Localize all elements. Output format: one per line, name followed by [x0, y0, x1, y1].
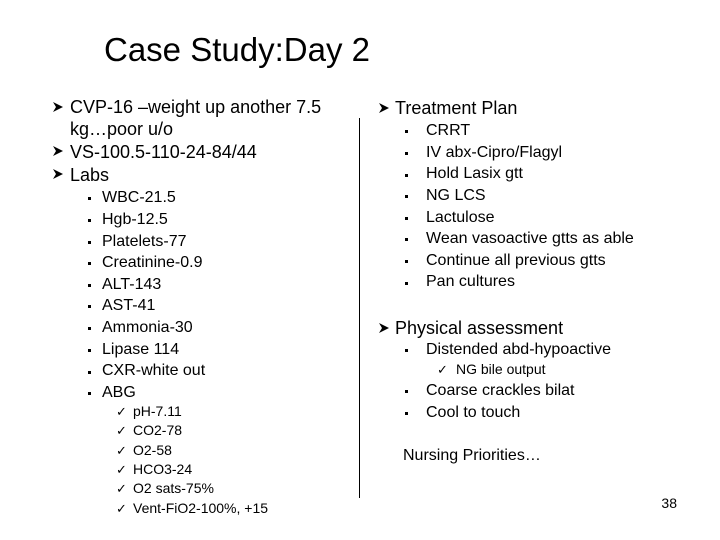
- square-bullet-icon: [88, 262, 91, 265]
- lab-item: Platelets-77: [102, 233, 187, 250]
- square-bullet-icon: [88, 197, 91, 200]
- square-bullet-icon: [405, 130, 408, 133]
- treatment-item: CRRT: [426, 122, 471, 139]
- abg-item: CO2-78: [133, 422, 183, 438]
- checkmark-icon: ✓: [437, 362, 448, 377]
- square-bullet-icon: [88, 392, 91, 395]
- arrow-bullet-icon: [378, 102, 390, 114]
- checkmark-icon: ✓: [116, 501, 127, 516]
- nursing-priorities: Nursing Priorities…: [403, 447, 541, 464]
- square-bullet-icon: [88, 241, 91, 244]
- square-bullet-icon: [405, 260, 408, 263]
- treatment-plan-heading: Treatment Plan: [395, 98, 518, 118]
- treatment-item: Lactulose: [426, 209, 495, 226]
- abg-item: Vent-FiO2-100%, +15: [133, 500, 269, 516]
- arrow-bullet-icon: [378, 322, 390, 334]
- lab-item: ALT-143: [102, 276, 162, 293]
- square-bullet-icon: [88, 305, 91, 308]
- lab-item: Creatinine-0.9: [102, 254, 203, 271]
- assessment-item: Cool to touch: [426, 404, 521, 421]
- lab-item: ABG: [102, 384, 136, 401]
- bullet-cvp: CVP-16 –weight up another 7.5: [70, 97, 322, 117]
- square-bullet-icon: [88, 219, 91, 222]
- treatment-item: Wean vasoactive gtts as able: [426, 230, 634, 247]
- assessment-item: Coarse crackles bilat: [426, 382, 575, 399]
- treatment-item: NG LCS: [426, 187, 486, 204]
- lab-item: CXR-white out: [102, 362, 206, 379]
- square-bullet-icon: [405, 238, 408, 241]
- square-bullet-icon: [88, 349, 91, 352]
- square-bullet-icon: [405, 349, 408, 352]
- square-bullet-icon: [405, 390, 408, 393]
- square-bullet-icon: [405, 282, 408, 285]
- physical-assessment-heading: Physical assessment: [395, 318, 564, 338]
- abg-item: HCO3-24: [133, 461, 193, 477]
- square-bullet-icon: [405, 217, 408, 220]
- bullet-vital-signs: VS-100.5-110-24-84/44: [70, 142, 257, 162]
- lab-item: Hgb-12.5: [102, 211, 168, 228]
- lab-item: WBC-21.5: [102, 189, 176, 206]
- assessment-subitem: NG bile output: [456, 361, 546, 377]
- square-bullet-icon: [405, 412, 408, 415]
- arrow-bullet-icon: [52, 101, 64, 113]
- bullet-labs: Labs: [70, 165, 110, 185]
- abg-item: O2 sats-75%: [133, 480, 214, 496]
- page-number: 38: [661, 495, 677, 511]
- slide-title: Case Study:Day 2: [104, 31, 370, 68]
- bullet-cvp-continued: kg…poor u/o: [70, 119, 174, 139]
- square-bullet-icon: [88, 284, 91, 287]
- column-divider: [359, 118, 360, 498]
- arrow-bullet-icon: [52, 168, 64, 180]
- checkmark-icon: ✓: [116, 481, 127, 496]
- checkmark-icon: ✓: [116, 462, 127, 477]
- square-bullet-icon: [405, 152, 408, 155]
- lab-item: Lipase 114: [102, 341, 180, 358]
- treatment-item: IV abx-Cipro/Flagyl: [426, 144, 563, 161]
- treatment-item: Pan cultures: [426, 273, 515, 290]
- checkmark-icon: ✓: [116, 443, 127, 458]
- abg-item: pH-7.11: [133, 403, 182, 419]
- lab-item: Ammonia-30: [102, 319, 193, 336]
- assessment-item: Distended abd-hypoactive: [426, 341, 612, 358]
- square-bullet-icon: [405, 195, 408, 198]
- square-bullet-icon: [88, 371, 91, 374]
- lab-item: AST-41: [102, 297, 156, 314]
- arrow-bullet-icon: [52, 145, 64, 157]
- abg-item: O2-58: [133, 442, 172, 458]
- treatment-item: Hold Lasix gtt: [426, 165, 523, 182]
- square-bullet-icon: [88, 327, 91, 330]
- treatment-item: Continue all previous gtts: [426, 252, 606, 269]
- checkmark-icon: ✓: [116, 423, 127, 438]
- checkmark-icon: ✓: [116, 404, 127, 419]
- square-bullet-icon: [405, 174, 408, 177]
